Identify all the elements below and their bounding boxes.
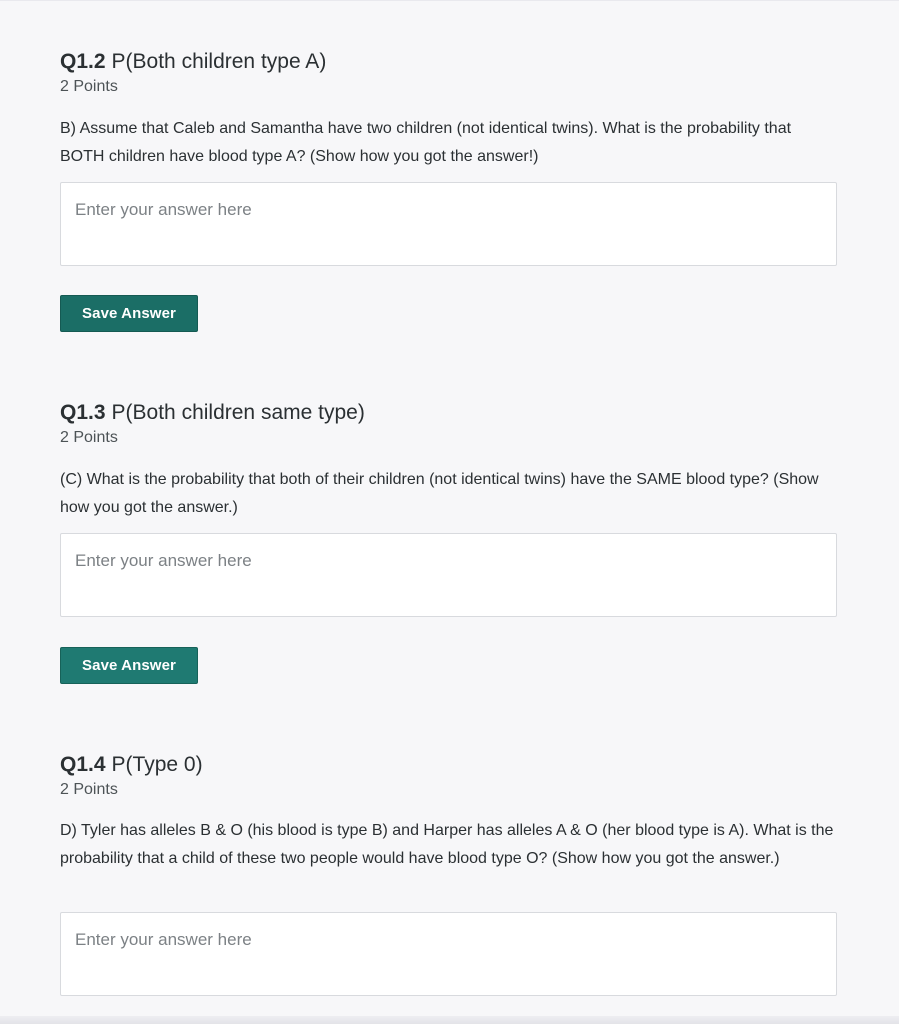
save-answer-button[interactable]: Save Answer — [60, 295, 198, 332]
question-number: Q1.4 — [60, 753, 106, 776]
question-prompt: B) Assume that Caleb and Samantha have two children (not identical twins). What is the probability that BOTH children have blood type A? (Show how you got the answer!) — [60, 120, 792, 165]
question-title — [60, 752, 838, 778]
question-points: 2 Points — [60, 78, 118, 95]
bottom-scroll-shadow — [0, 1016, 899, 1024]
question-title-text: P(Both children same type) — [111, 401, 365, 424]
question-number: Q1.3 — [60, 401, 106, 424]
question-number: Q1.2 — [60, 50, 106, 73]
question-points: 2 Points — [60, 781, 118, 798]
page-top-border — [0, 0, 899, 1]
question-points: 2 Points — [60, 429, 118, 446]
question-prompt: D) Tyler has alleles B & O (his blood is type B) and Harper has alleles A & O (her blood type is A). What is the probability that a child of these two people would have blood type O? (Show how you got the answer.) — [60, 822, 834, 867]
save-answer-button[interactable]: Save Answer — [60, 647, 198, 684]
question-title — [60, 400, 838, 426]
answer-input[interactable] — [60, 912, 837, 996]
question-title — [60, 49, 838, 75]
question-q1-4 — [60, 752, 838, 867]
question-title-text: P(Type 0) — [111, 753, 203, 776]
question-q1-2 — [60, 49, 838, 322]
answer-input[interactable] — [60, 182, 837, 266]
answer-input[interactable] — [60, 533, 837, 617]
question-title-text: P(Both children type A) — [111, 50, 327, 73]
question-q1-3 — [60, 400, 838, 674]
question-prompt: (C) What is the probability that both of their children (not identical twins) have the SAME blood type? (Show how you got the answer.) — [60, 471, 819, 516]
